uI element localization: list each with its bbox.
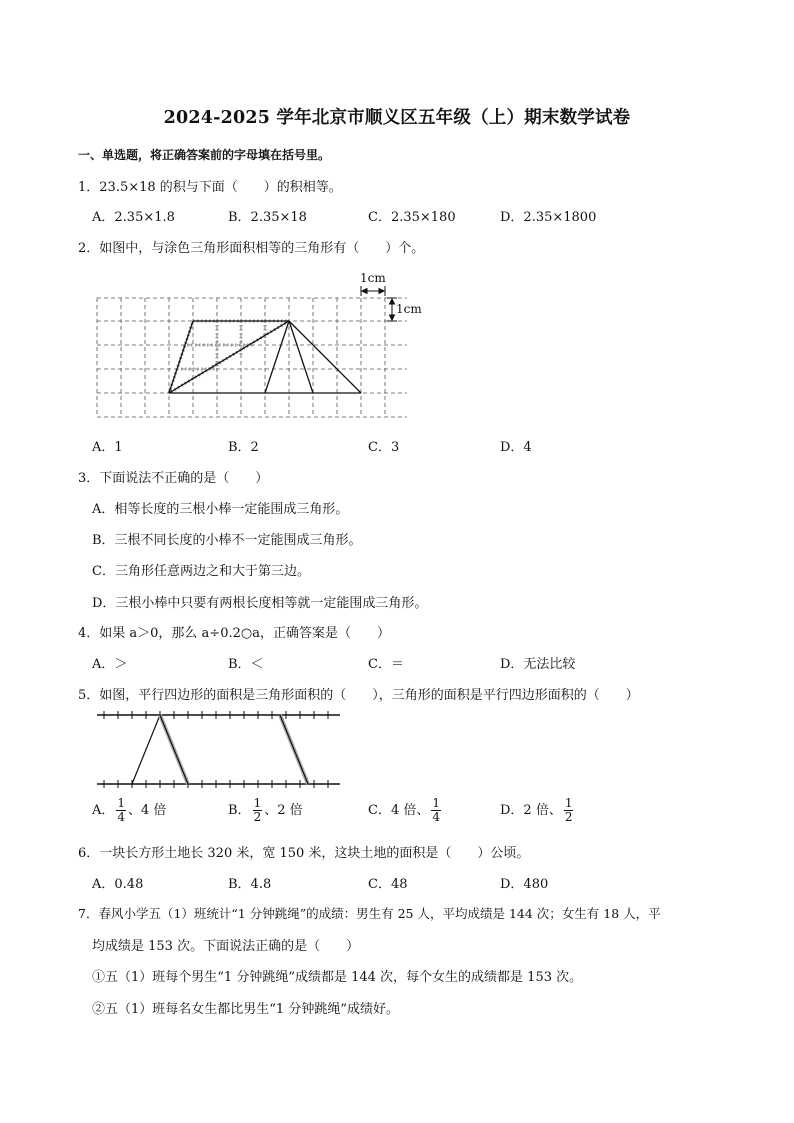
- question-4-option-b: B．＜: [228, 657, 264, 672]
- question-5-option-b: [228, 797, 303, 824]
- question-2-option-b: B．2: [228, 440, 259, 455]
- fraction-numerator: 1: [564, 796, 573, 810]
- fraction: [253, 797, 263, 824]
- question-2-option-c: C．3: [368, 440, 400, 455]
- question-7-stem-line-2: 均成绩是 153 次。下面说法正确的是（ ）: [92, 939, 360, 954]
- question-1-option-a: A．2.35×1.8: [92, 210, 175, 225]
- label-1cm-vertical: 1cm: [396, 302, 422, 316]
- fraction-denominator: 2: [564, 810, 573, 824]
- question-1-option-b: B．2.35×18: [228, 210, 307, 225]
- fraction-numerator: 1: [253, 796, 262, 810]
- option-letter: D．2 倍、: [500, 803, 562, 818]
- question-3-option-d: D．三根小棒中只要有两根长度相等就一定能围成三角形。: [92, 596, 428, 611]
- question-4-stem: 4．如果 a＞0，那么 a÷0.2○a，正确答案是（ ）: [78, 626, 390, 641]
- question-1-stem: 1．23.5×18 的积与下面（ ）的积相等。: [78, 180, 342, 195]
- question-3-option-b: B．三根不同长度的小棒不一定能围成三角形。: [92, 533, 362, 548]
- option-letter: A．: [92, 803, 115, 818]
- question-2-option-d: D．4: [500, 440, 532, 455]
- section-heading: 一、单选题，将正确答案前的字母填在括号里。: [78, 148, 331, 162]
- question-1-option-c: C．2.35×180: [368, 210, 456, 225]
- question-7-stem-line-1: 7．春风小学五（1）班统计“1 分钟跳绳”的成绩：男生有 25 人，平均成绩是 144 次；女生有 18 人，平: [78, 906, 661, 921]
- question-6-option-a: A．0.48: [92, 877, 144, 892]
- question-5-option-d: [500, 797, 575, 824]
- question-6-option-d: D．480: [500, 877, 549, 892]
- fraction: [431, 797, 441, 824]
- fraction-numerator: 1: [117, 796, 126, 810]
- question-1-option-d: D．2.35×1800: [500, 210, 597, 225]
- unit-markers: [361, 286, 397, 321]
- page-title: 2024-2025 学年北京市顺义区五年级（上）期末数学试卷: [163, 108, 631, 128]
- question-7-statement-2: ②五（1）班每名女生都比男生“1 分钟跳绳”成绩好。: [92, 1002, 399, 1017]
- fraction-denominator: 4: [117, 810, 126, 824]
- question-3-stem: 3．下面说法不正确的是（ ）: [78, 471, 269, 486]
- option-tail: 、2 倍: [264, 803, 303, 818]
- question-3-option-a: A．相等长度的三根小棒一定能围成三角形。: [92, 502, 349, 517]
- question-5-option-c: [368, 797, 443, 824]
- question-5-stem: 5．如图，平行四边形的面积是三角形面积的（ ），三角形的面积是平行四边形面积的（ ）: [78, 688, 639, 703]
- grid-lines: [97, 298, 407, 417]
- question-4-option-a: A．＞: [92, 657, 128, 672]
- question-6-option-b: B．4.8: [228, 877, 272, 892]
- fraction-numerator: 1: [432, 796, 440, 810]
- fraction: [116, 797, 126, 824]
- question-6-option-c: C．48: [368, 877, 408, 892]
- question-2-option-a: A．1: [92, 440, 123, 455]
- question-3-option-c: C．三角形任意两边之和大于第三边。: [92, 564, 310, 579]
- question-2-stem: 2．如图中，与涂色三角形面积相等的三角形有（ ）个。: [78, 241, 425, 256]
- question-5-option-a: [92, 797, 166, 824]
- fraction-denominator: 2: [253, 810, 262, 824]
- question-6-stem: 6．一块长方形土地长 320 米，宽 150 米，这块土地的面积是（ ）公顷。: [78, 846, 530, 861]
- label-1cm-horizontal: 1cm: [360, 271, 386, 285]
- option-tail: 、4 倍: [128, 803, 167, 818]
- option-letter: B．: [228, 803, 251, 818]
- question-5-figure: [97, 711, 340, 788]
- fraction-denominator: 4: [432, 810, 440, 824]
- question-7-statement-1: ①五（1）班每个男生“1 分钟跳绳”成绩都是 144 次，每个女生的成绩都是 153 次。: [92, 970, 583, 985]
- question-4-option-c: C．＝: [368, 657, 404, 672]
- option-letter: C．4 倍、: [368, 803, 430, 818]
- question-4-option-d: D．无法比较: [500, 657, 576, 672]
- fraction: [564, 797, 574, 824]
